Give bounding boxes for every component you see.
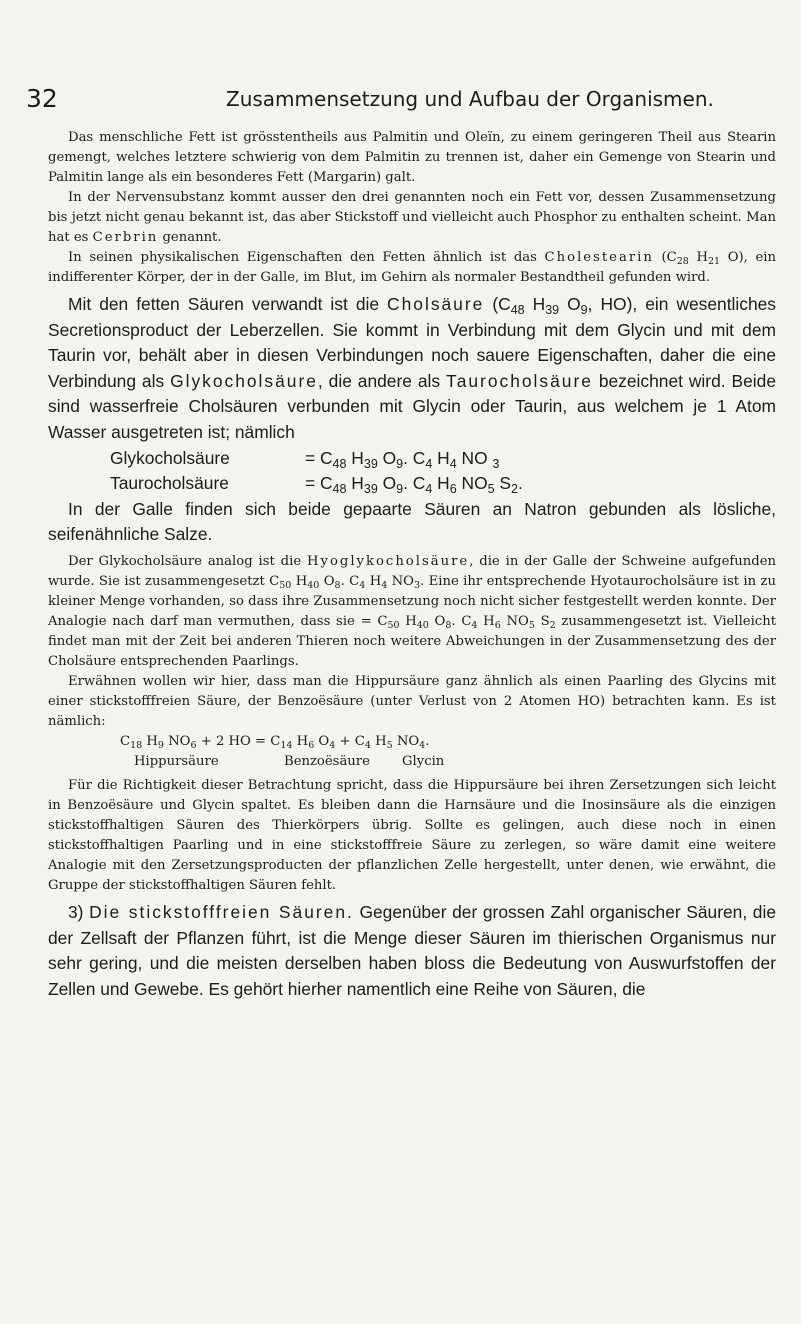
text-run: In seinen physikalischen Eigenschaften den Fetten ähnlich ist das (68, 250, 545, 265)
formula-value: = $C_{48}$ $H_{39}$ $O_9$. $C_4$ $H_4$ NO $_3$ (305, 447, 500, 471)
paragraph-hippursaeure: Erwähnen wollen wir hier, dass man die Hippursäure ganz ähnlich als einen Paarling des Glycins mit einer stickstofffreien Säure, der Benzoësäure (unter Verlust von 2 Atomen HO) betrachten kann. Es ist nämlich: (48, 673, 776, 729)
text-run: Mit den fetten Säuren verwandt ist die (68, 294, 388, 314)
paragraph-stickstofffreie-saeuren (48, 900, 776, 1002)
formula-glykocholsaeure (110, 446, 776, 472)
paragraph-fett: Das menschliche Fett ist grösstentheils aus Palmitin und Oleïn, zu einem geringeren Theil aus Stearin gemengt, welches letztere schwierig von dem Palmitin zu trennen ist, daher ein Gemenge von Stearin und Palmitin lange als ein besonderes Fett (Margarin) galt. (48, 130, 776, 185)
paragraph-richtigkeit: Für die Richtigkeit dieser Betrachtung spricht, dass die Hippursäure bei ihren Zersetzungen sich leicht in Benzoësäure und Glycin spaltet. Es bleiben dann die Harnsäure und die Inosinsäure als die einzigen stickstoffhaltigen Säuren des Thierkörpers übrig. Sollte es gelingen, auch diese noch in einen stickstoffhaltigen Paarling und in eine stickstofffreie Säure zu zerlegen, so wäre damit eine weitere Analogie mit den Zersetzungsproducten der pflanzlichen Zelle hergestellt, unter denen, wie erwähnt, die Gruppe der stickstoffhaltigen Säuren fehlt. (48, 777, 776, 893)
formula-taurocholsaeure (110, 471, 776, 497)
term-glykocholsaeure: Glykocholsäure (170, 370, 318, 391)
text-run: genannt. (158, 230, 222, 245)
text-run: 3) (68, 901, 90, 922)
formula-hyotauro: $C_{50}$ $H_{40}$ $O_8$. $C_4$ $H_6$ $NO_5$ $S_2$ (377, 613, 556, 631)
formula-name: Glykocholsäure (110, 447, 230, 468)
text-run: Gegenüber der grossen Zahl organischer Säuren, die der Zellsaft der Pflanzen führt, ist die Menge dieser Säuren im thierischen Organismus nur sehr gering, und die meisten derselben haben bloss die Bedeutung von Auswurfstoffen der Zellen und Gewebe. Es gehört hierher namentlich eine Reihe von Säuren, die (48, 901, 777, 999)
page-number: 32 (26, 84, 58, 113)
term-cerbrin: Cerbrin (92, 230, 159, 245)
equation-labels (134, 752, 776, 772)
text-run: , ein wesentliches Secretionsproduct der Leberzellen. Sie kommt in Verbindung mit dem Glycin und mit dem Taurin vor, behält aber in diesen Verbindungen noch sauere Eigenschaften, daher die eine Verbindung als (48, 294, 777, 391)
term-cholestearin: Cholestearin (544, 250, 654, 265)
text-run: Der Glykocholsäure analog ist die (68, 553, 307, 569)
text-run: , die andere als (317, 370, 447, 391)
label-benzoesaeure: Benzoësäure (284, 753, 370, 769)
label-glycin: Glycin (402, 753, 445, 769)
text-run: , die in der Galle der Schweine aufgefunden wurde. Sie ist zusammengesetzt (48, 553, 777, 589)
paragraph-galle: In der Galle finden sich beide gepaarte Säuren an Natron gebunden als lösliche, seifenähnliche Salze. (48, 498, 776, 545)
text-run: . Eine ihr entsprechende Hyotaurocholsäure ist in zu kleiner Menge vorhanden, so dass ihre Zusammensetzung noch nicht sicher festgestellt werden konnte. Der Analogie nach darf man vermuthen, dass sie = (48, 573, 776, 629)
page-header (26, 84, 761, 114)
formula-name: Taurocholsäure (110, 473, 229, 494)
formula-value: = $C_{48}$ $H_{39}$ $O_9$. $C_4$ $H_6$ $NO_5$ $S_2$. (305, 473, 523, 496)
term-hyoglykocholsaeure: Hyoglykocholsäure (307, 553, 470, 569)
paragraph-hyoglykocholsaeure (48, 552, 776, 672)
equation-hippursaeure: $C_{18}$ $H_9$ $NO_6 + 2$ HO = $C_{14}$ $H_6$ $O_4 + C_4$ $H_5$ $NO_4$. (120, 733, 430, 751)
paragraph-cholsaeure (48, 292, 776, 446)
text-run: In der Nervensubstanz kommt ausser den drei genannten noch ein Fett vor, dessen Zusammensetzung bis jetzt nicht genau bekannt ist, das aber Stickstoff und vielleicht auch Phosphor zu enthalten scheint. Man hat es (48, 190, 776, 245)
text-run: bezeichnet wird. Beide sind wasserfreie Cholsäuren verbunden mit Glycin oder Taurin, aus welchem je 1 Atom Wasser ausgetreten ist; nämlich (48, 370, 776, 442)
paragraph-cholestearin (48, 248, 776, 288)
paragraph-cerbrin (48, 188, 776, 248)
formula-cholsaeure: ($C_{48}$ $H_{39}$ $O_9$, HO) (492, 294, 633, 317)
section-heading: Die stickstofffreien Säuren. (89, 901, 354, 922)
text-run: zusammengesetzt ist. Vielleicht findet man mit der Zeit bei anderen Thieren noch weitere Abweichungen in der Zusammensetzung des der Cholsäure entsprechenden Paarlings. (48, 613, 776, 669)
term-cholsaeure: Cholsäure (387, 294, 485, 314)
text-run: , ein indifferenter Körper, der in der Galle, im Blut, im Gehirn als normaler Bestandtheil gefunden wird. (48, 250, 776, 285)
running-head: Zusammensetzung und Aufbau der Organismen. (226, 87, 714, 111)
term-taurocholsaeure: Taurocholsäure (446, 370, 593, 391)
page-body (48, 128, 776, 1002)
formula-hyoglyko: $C_{50}$ $H_{40}$ $O_8$. $C_4$ $H_4$ $NO_3$ (269, 573, 421, 591)
label-hippursaeure: Hippursäure (134, 753, 219, 769)
formula-cholestearin: ($C_{28}$ $H_{21}$ O) (661, 250, 744, 267)
